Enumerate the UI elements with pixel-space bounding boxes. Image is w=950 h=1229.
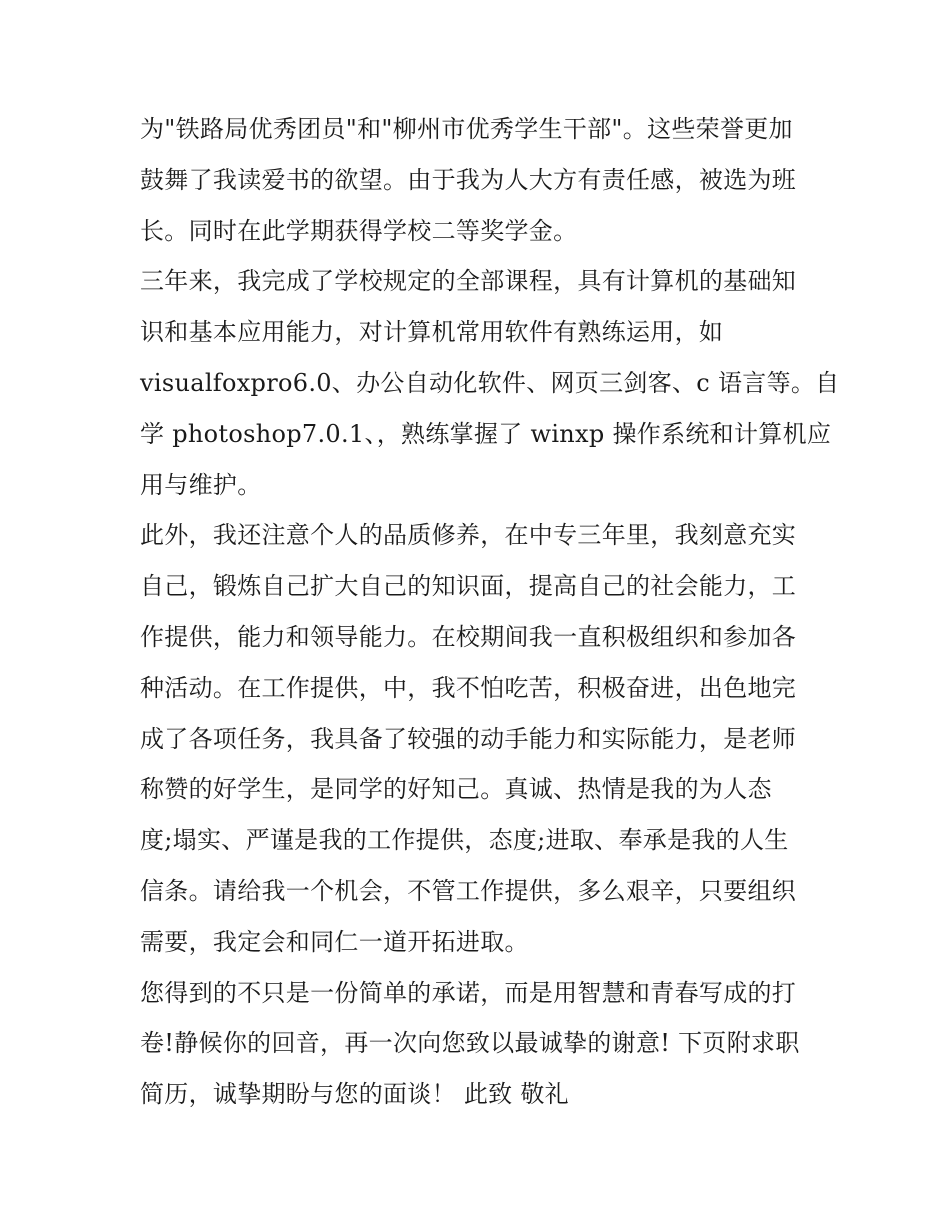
text-line: 需要，我定会和同仁一道开拓进取。 <box>140 927 529 956</box>
text-line: 简历，诚挚期盼与您的面谈！ 此致 敬礼 <box>140 1080 569 1109</box>
text-line: 长。同时在此学期获得学校二等奖学金。 <box>140 216 578 245</box>
paragraph-character <box>140 510 820 967</box>
text-line: 鼓舞了我读爱书的欲望。由于我为人大方有责任感，被选为班 <box>140 165 797 194</box>
paragraph-closing <box>140 968 820 1120</box>
text-line: 识和基本应用能力，对计算机常用软件有熟练运用，如 <box>140 318 724 347</box>
text-line: 信条。请给我一个机会，不管工作提供，多么艰辛，只要组织 <box>140 876 797 905</box>
text-line: 成了各项任务，我具备了较强的动手能力和实际能力，是老师 <box>140 724 797 753</box>
paragraph-honors <box>140 104 820 256</box>
text-line: 您得到的不只是一份简单的承诺，而是用智慧和青春写成的打 <box>140 978 797 1007</box>
text-line: 用与维护。 <box>140 470 262 499</box>
paragraph-skills <box>140 256 840 510</box>
text-line: 学 photoshop7.0.1、，熟练掌握了 winxp 操作系统和计算机应 <box>140 419 832 448</box>
text-line: 种活动。在工作提供，中，我不怕吃苦，积极奋进，出色地完 <box>140 673 797 702</box>
text-line: visualfoxpro6.0、办公自动化软件、网页三剑客、c 语言等。自 <box>140 368 840 397</box>
text-line: 卷!静候你的回音，再一次向您致以最诚挚的谢意! 下页附求职 <box>140 1029 800 1058</box>
text-line: 自己，锻炼自己扩大自己的知识面，提高自己的社会能力，工 <box>140 572 797 601</box>
text-line: 三年来，我完成了学校规定的全部课程，具有计算机的基础知 <box>140 267 797 296</box>
text-line: 为"铁路局优秀团员"和"柳州市优秀学生干部"。这些荣誉更加 <box>140 115 793 143</box>
document-page <box>140 104 840 1120</box>
text-line: 此外，我还注意个人的品质修养，在中专三年里，我刻意充实 <box>140 521 797 550</box>
text-line: 度;塌实、严谨是我的工作提供，态度;进取、奉承是我的人生 <box>140 826 789 855</box>
text-line: 称赞的好学生，是同学的好知己。真诚、热情是我的为人态 <box>140 775 772 804</box>
text-line: 作提供，能力和领导能力。在校期间我一直积极组织和参加各 <box>140 622 797 651</box>
